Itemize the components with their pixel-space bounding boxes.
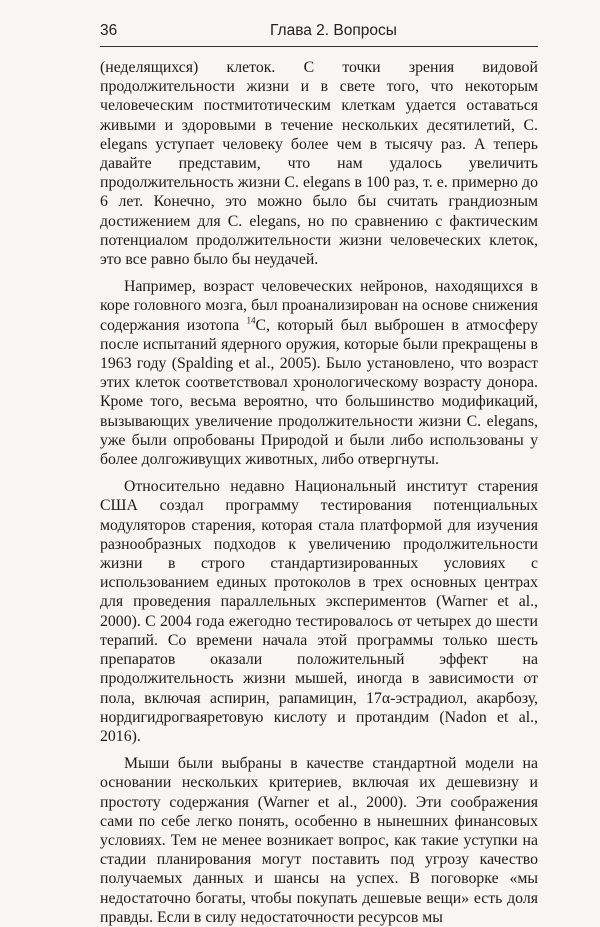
page-number: 36 bbox=[100, 22, 118, 39]
header-rule bbox=[100, 46, 538, 47]
paragraph-2-text-end: C, который был выброшен в атмосферу после испытаний ядерного оружия, которые были прекращены в 1963 году (Spalding et al., 2005). Было установлено, что возраст этих клеток соответствовал хронологическому возрасту донора. Кроме того, весьма вероятно, что большинство модификаций, вызывающих увеличение продолжительности жизни C. elegans, уже были опробованы Природой и были либо использованы у более долгоживущих животных, либо отвергнуты. bbox=[100, 316, 539, 469]
paragraph-1: (неделящихся) клеток. С точки зрения видовой продолжительности жизни и в свете того, что некоторым человеческим постмитотическим клеткам удается оставаться живыми и здоровыми в течение нескольких десятилетий, C. elegans уступает человеку более чем в тысячу раз. А теперь давайте представим, что нам удалось увеличить продолжительность жизни C. elegans в 100 раз, т. е. примерно до 6 лет. Конечно, это можно было бы считать грандиозным достижением для C. elegans, но по сравнению с фактическим потенциалом продолжительности жизни человеческих клеток, это все равно было бы неудачей. bbox=[100, 59, 538, 269]
running-title: Глава 2. Вопросы bbox=[270, 22, 397, 39]
page-body bbox=[100, 58, 538, 927]
paragraph-2-text-start: Например, возраст человеческих нейронов, находящихся в коре головного мозга, был проанализирован на основе снижения содержания изотопа bbox=[100, 278, 538, 334]
paragraph-2 bbox=[100, 277, 538, 469]
page-header bbox=[100, 20, 538, 46]
paragraph-3: Относительно недавно Национальный институт старения США создал программу тестирования потенциальных модуляторов старения, которая стала платформой для изучения разнообразных подходов к увеличению продолжительности жизни в строго стандартизированных условиях с использованием единых протоколов в трех основных центрах для проведения параллельных экспериментов (Warner et al., 2000). С 2004 года ежегодно тестировалось от четырех до шести терапий. Со времени начала этой программы только шесть препаратов оказали положительный эффект на продолжительность жизни мышей, иногда в зависимости от пола, включая аспирин, рапамицин, 17α-эстрадиол, акарбозу, нордигидрогваяретовую кислоту и протандим (Nadon et al., 2016). bbox=[100, 478, 538, 745]
paragraph-4: Мыши были выбраны в качестве стандартной модели на основании нескольких критериев, включая их дешевизну и простоту содержания (Warner et al., 2000). Эти соображения сами по себе легко понять, особенно в нынешних финансовых условиях. Тем не менее возникает вопрос, как такие уступки на стадии планирования могут поставить под угрозу качество получаемых данных и шансы на успех. В поговорке «мы недостаточно богаты, чтобы покупать дешевые вещи» есть доля правды. Если в силу недостаточности ресурсов мы bbox=[100, 755, 538, 926]
isotope-superscript: 14 bbox=[246, 315, 256, 326]
